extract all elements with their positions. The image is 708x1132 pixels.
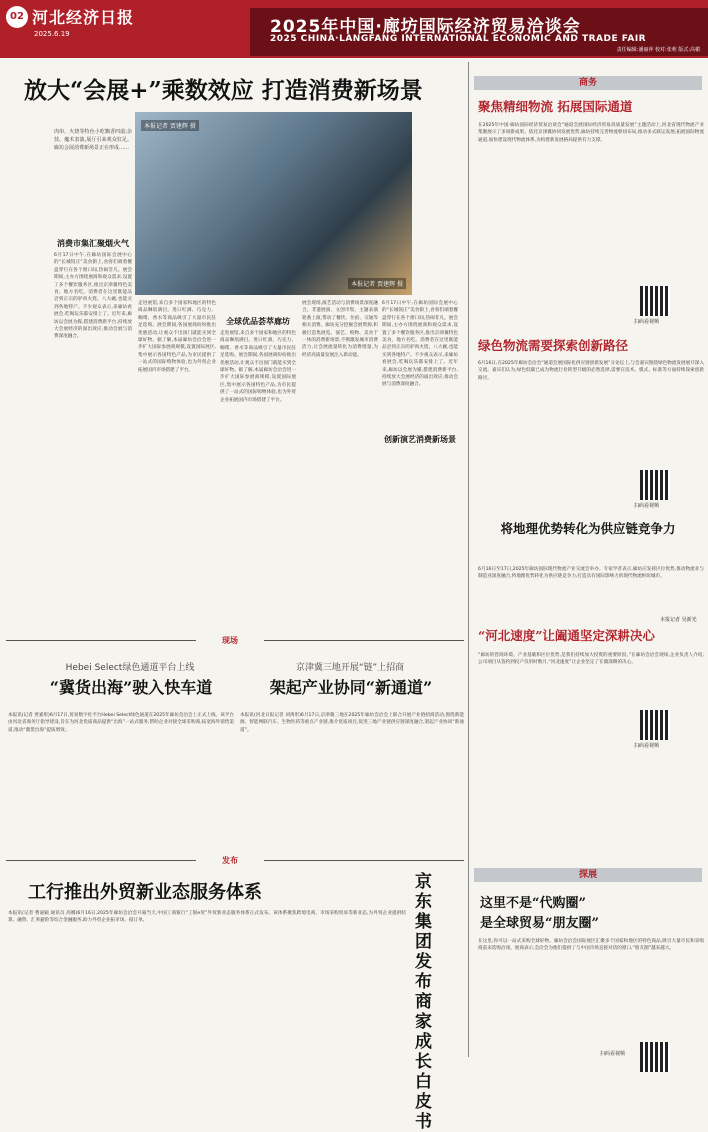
- main-col-4: 展会现场,演艺活动与消费场景深度融合。非遗展演、文创市集、主题表演轮番上演,带动了餐饮、住宿、交通等相关消费。廊坊充分挖掘会展资源,积极打造集展览、演艺、购物、美食于一体的消费新场景,不断激发城市消费活力,让会展流量转化为消费增量,为经济高质量发展注入新动能。: [302, 301, 378, 358]
- banner-title-cn: 2025年中国·廊坊国际经济贸易洽谈会: [270, 17, 581, 37]
- kicker-left: Hebei Select绿色通道平台上线: [65, 663, 195, 673]
- right-title-4: “河北速度”让阖通坚定深耕决心: [478, 628, 655, 643]
- photo-caption: 本报记者 贾建辉 摄: [348, 278, 406, 289]
- tanfang-body: 在这里,你可以一站式采购全球好物。廊坊会洽会国际展区汇聚多个国家和地区的特色商品,吸引大量市民和采购商前来选购洽谈。展商表示,会洽会为他们提供了与中国市场直接对话的窗口,“朋友圈”越来越大。: [478, 939, 704, 952]
- qr-label-4: 扫码看视频: [634, 743, 660, 749]
- right-title-2: 绿色物流需要探索创新路径: [478, 338, 629, 353]
- section-tab-fabu: 发布: [222, 856, 238, 865]
- section-rule-left: [6, 640, 196, 641]
- right-title-3: 将地理优势转化为供应链竞争力: [500, 521, 676, 536]
- subhead-1: 消费市集汇聚烟火气: [57, 239, 129, 248]
- right-body-3: 6月16日至17日,2025年廊坊国际现代物流产业交流会举办。专家学者表示,廊坊应发挥区位优势,推动物流业与制造业深度融合,将地理优势转化为供应链竞争力,打造具有国际影响力的现代物流枢纽城市。: [478, 567, 704, 580]
- tanfang-title-1: 这里不是“代购圈”: [480, 896, 586, 911]
- right-body-1: 在2025年中国·廊坊国际经济贸易洽谈会“通道会展国际经济贸易高质量发展”主题活动上,河北省现代物流产业集聚展示了多项新成果。依托京津冀协同发展优势,廊坊持续完善物流枢纽布局,推动多式联运发展,拓展国际物流通道,加快建设现代物流体系,为构建新发展格局提供有力支撑。: [478, 123, 704, 143]
- main-lead: 肉串、火烧等特色小吃飘香四溢;杂技、魔术表演,展厅引来观众驻足。廊坊会展消费新场景正在形成……: [54, 129, 132, 151]
- subhead-2: 全球优品荟萃廊坊: [226, 317, 290, 326]
- right-body-4: “廊坊的营商环境、产业基础和区位优势,是我们持续加大投资的重要原因。”在廊坊会洽会现场,企业负责人介绍,公司项目从签约到投产仅用时数月,“河北速度”让企业坚定了在冀深耕的决心。: [478, 653, 704, 666]
- mid-left-body: 本报讯(记者 贾嘉彤)6月17日,贸易数字化平台Hebei Select绿色通道在2025年廊坊会洽会上正式上线。该平台由河北省商务厅指导建设,旨在为河北优质商品提供“出海”一站式服务,帮助企业对接全球采购商,拓宽海外销售渠道,推动“冀货出海”提质增效。: [8, 713, 234, 733]
- photo-caption-top: 本报记者 贾建辉 摄: [141, 120, 199, 131]
- tanfang-title-2: 是全球贸易“朋友圈”: [480, 916, 599, 931]
- main-col-5: 6月17日中午,在廊坊国际会展中心的“长城饭庄”美食街上,食客们端着餐盘穿行在各个窗口间,热闹非凡。展会期间,主办方围绕展商和观众需求,设置了多个餐饮服务区,推出京津冀特色美食、地方名吃。消费者在这里既能品尝到正宗的驴肉火烧、八大碗,也能买到各地特产。不少观众表示,来廊坊看展会,吃喝玩乐都安排上了。近年来,廊坊以会展为媒,搭建消费新平台,持续放大会展经济的溢出效应,推动会展与消费深度融合。: [382, 301, 458, 388]
- section-rule-right: [264, 640, 464, 641]
- editor-credits: 责任编辑:潘丽萍 校对:张莉 版式:高楣: [616, 47, 700, 53]
- mid-right-body: 本报讯(河北日报记者 刘禹彤)6月17日,京津冀三地在2025年廊坊会洽会上联合开展产业链招商活动,围绕新能源、智能网联汽车、生物医药等重点产业链,推介优质项目,促进三地产业链供应链深度融合,架起产业协同“新通道”。: [240, 713, 464, 733]
- bottom-right-vertical-title: 京东集团发布商家成长白皮书: [415, 872, 432, 1132]
- section-rule-right-2: [264, 860, 464, 861]
- main-photo: [135, 112, 412, 295]
- main-col-3: 走进展馆,来自多个国家和地区的特色商品琳琅满目。进口红酒、巧克力、咖啡、香水等商品吸引了大量市民驻足选购。展会期间,各国展商纷纷推出优惠活动,让观众不出国门就能买到全球好物。据了解,本届廊坊会洽会进一步扩大国际参展商规模,设置国际展区,集中展示各国特色产品,为市民提供了一站式的国际购物体验,也为外贸企业拓展国内市场搭建了平台。: [220, 331, 296, 403]
- right-title-1: 聚焦精细物流 拓展国际通道: [478, 99, 633, 114]
- bottom-left-body: 本报讯(记者 曹嘉颖 通讯员 高娜)6月16日,2025年廊坊会洽会开幕当天,中国工商银行“工银e贸”外贸新业态服务体系正式发布。该体系聚焦跨境电商、市场采购贸易等新业态,为外贸企业提供结算、融资、汇率避险等综合金融服务,助力外贸企业拓市场、稳订单。: [8, 911, 406, 924]
- column-divider: [468, 62, 469, 1057]
- qr-label-2: 扫码看视频: [634, 503, 660, 509]
- section-tab-shangwu: 商务: [474, 76, 702, 90]
- qr-code-1[interactable]: [640, 286, 670, 316]
- section-rule-left-2: [6, 860, 196, 861]
- qr-label-tanfang: 扫码看视频: [600, 1051, 626, 1057]
- qr-code-2[interactable]: [640, 470, 670, 500]
- credit-3: 本报记者 吴新光: [660, 617, 697, 623]
- bottom-left-title: 工行推出外贸新业态服务体系: [28, 882, 262, 903]
- main-col-2: 走进展馆,来自多个国家和地区的特色商品琳琅满目。进口红酒、巧克力、咖啡、香水等商品吸引了大量市民驻足选购。展会期间,各国展商纷纷推出优惠活动,让观众不出国门就能买到全球好物。据了解,本届廊坊会洽会进一步扩大国际参展商规模,设置国际展区,集中展示各国特色产品,为市民提供了一站式的国际购物体验,也为外贸企业拓展国内市场搭建了平台。: [138, 301, 216, 373]
- subhead-3: 创新演艺消费新场景: [384, 435, 456, 444]
- mid-left-title: “冀货出海”驶入快车道: [49, 678, 213, 697]
- main-col-1: 6月17日中午,在廊坊国际会展中心的“长城饭庄”美食街上,食客们端着餐盘穿行在各个窗口间,热闹非凡。展会期间,主办方围绕展商和观众需求,设置了多个餐饮服务区,推出京津冀特色美食、地方名吃。消费者在这里既能品尝到正宗的驴肉火烧、八大碗,也能买到各地特产。不少观众表示,来廊坊看展会,吃喝玩乐都安排上了。近年来,廊坊以会展为媒,搭建消费新平台,持续放大会展经济的溢出效应,推动会展与消费深度融合。: [54, 253, 132, 340]
- mid-right-title: 架起产业协同“新通道”: [269, 678, 433, 697]
- banner-title-en: 2025 CHINA·LANGFANG INTERNATIONAL ECONOMIC AND TRADE FAIR: [270, 34, 647, 44]
- masthead: 河北经济日报: [32, 8, 135, 27]
- qr-label-1: 扫码看视频: [634, 319, 660, 325]
- qr-code-tanfang[interactable]: [640, 1042, 670, 1072]
- qr-code-4[interactable]: [640, 710, 670, 740]
- page-number: 02: [6, 6, 28, 28]
- right-body-2: 6月16日,在2025年廊坊会洽会“通道会展国际化供应链创新发展”分论坛上,与会嘉宾围绕绿色物流发展展开深入交流。嘉宾们认为,绿色低碳已成为物流行业转型升级的必然选择,需要在技术、模式、标准等方面持续探索创新路径。: [478, 361, 704, 381]
- issue-date: 2025.6.19: [34, 30, 70, 38]
- section-tab-xianchang: 现场: [222, 636, 238, 645]
- kicker-right: 京津冀三地开展“链”上招商: [295, 663, 405, 673]
- section-tab-tanfang: 探展: [474, 868, 702, 882]
- main-headline: 放大“会展+”乘数效应 打造消费新场景: [24, 77, 423, 104]
